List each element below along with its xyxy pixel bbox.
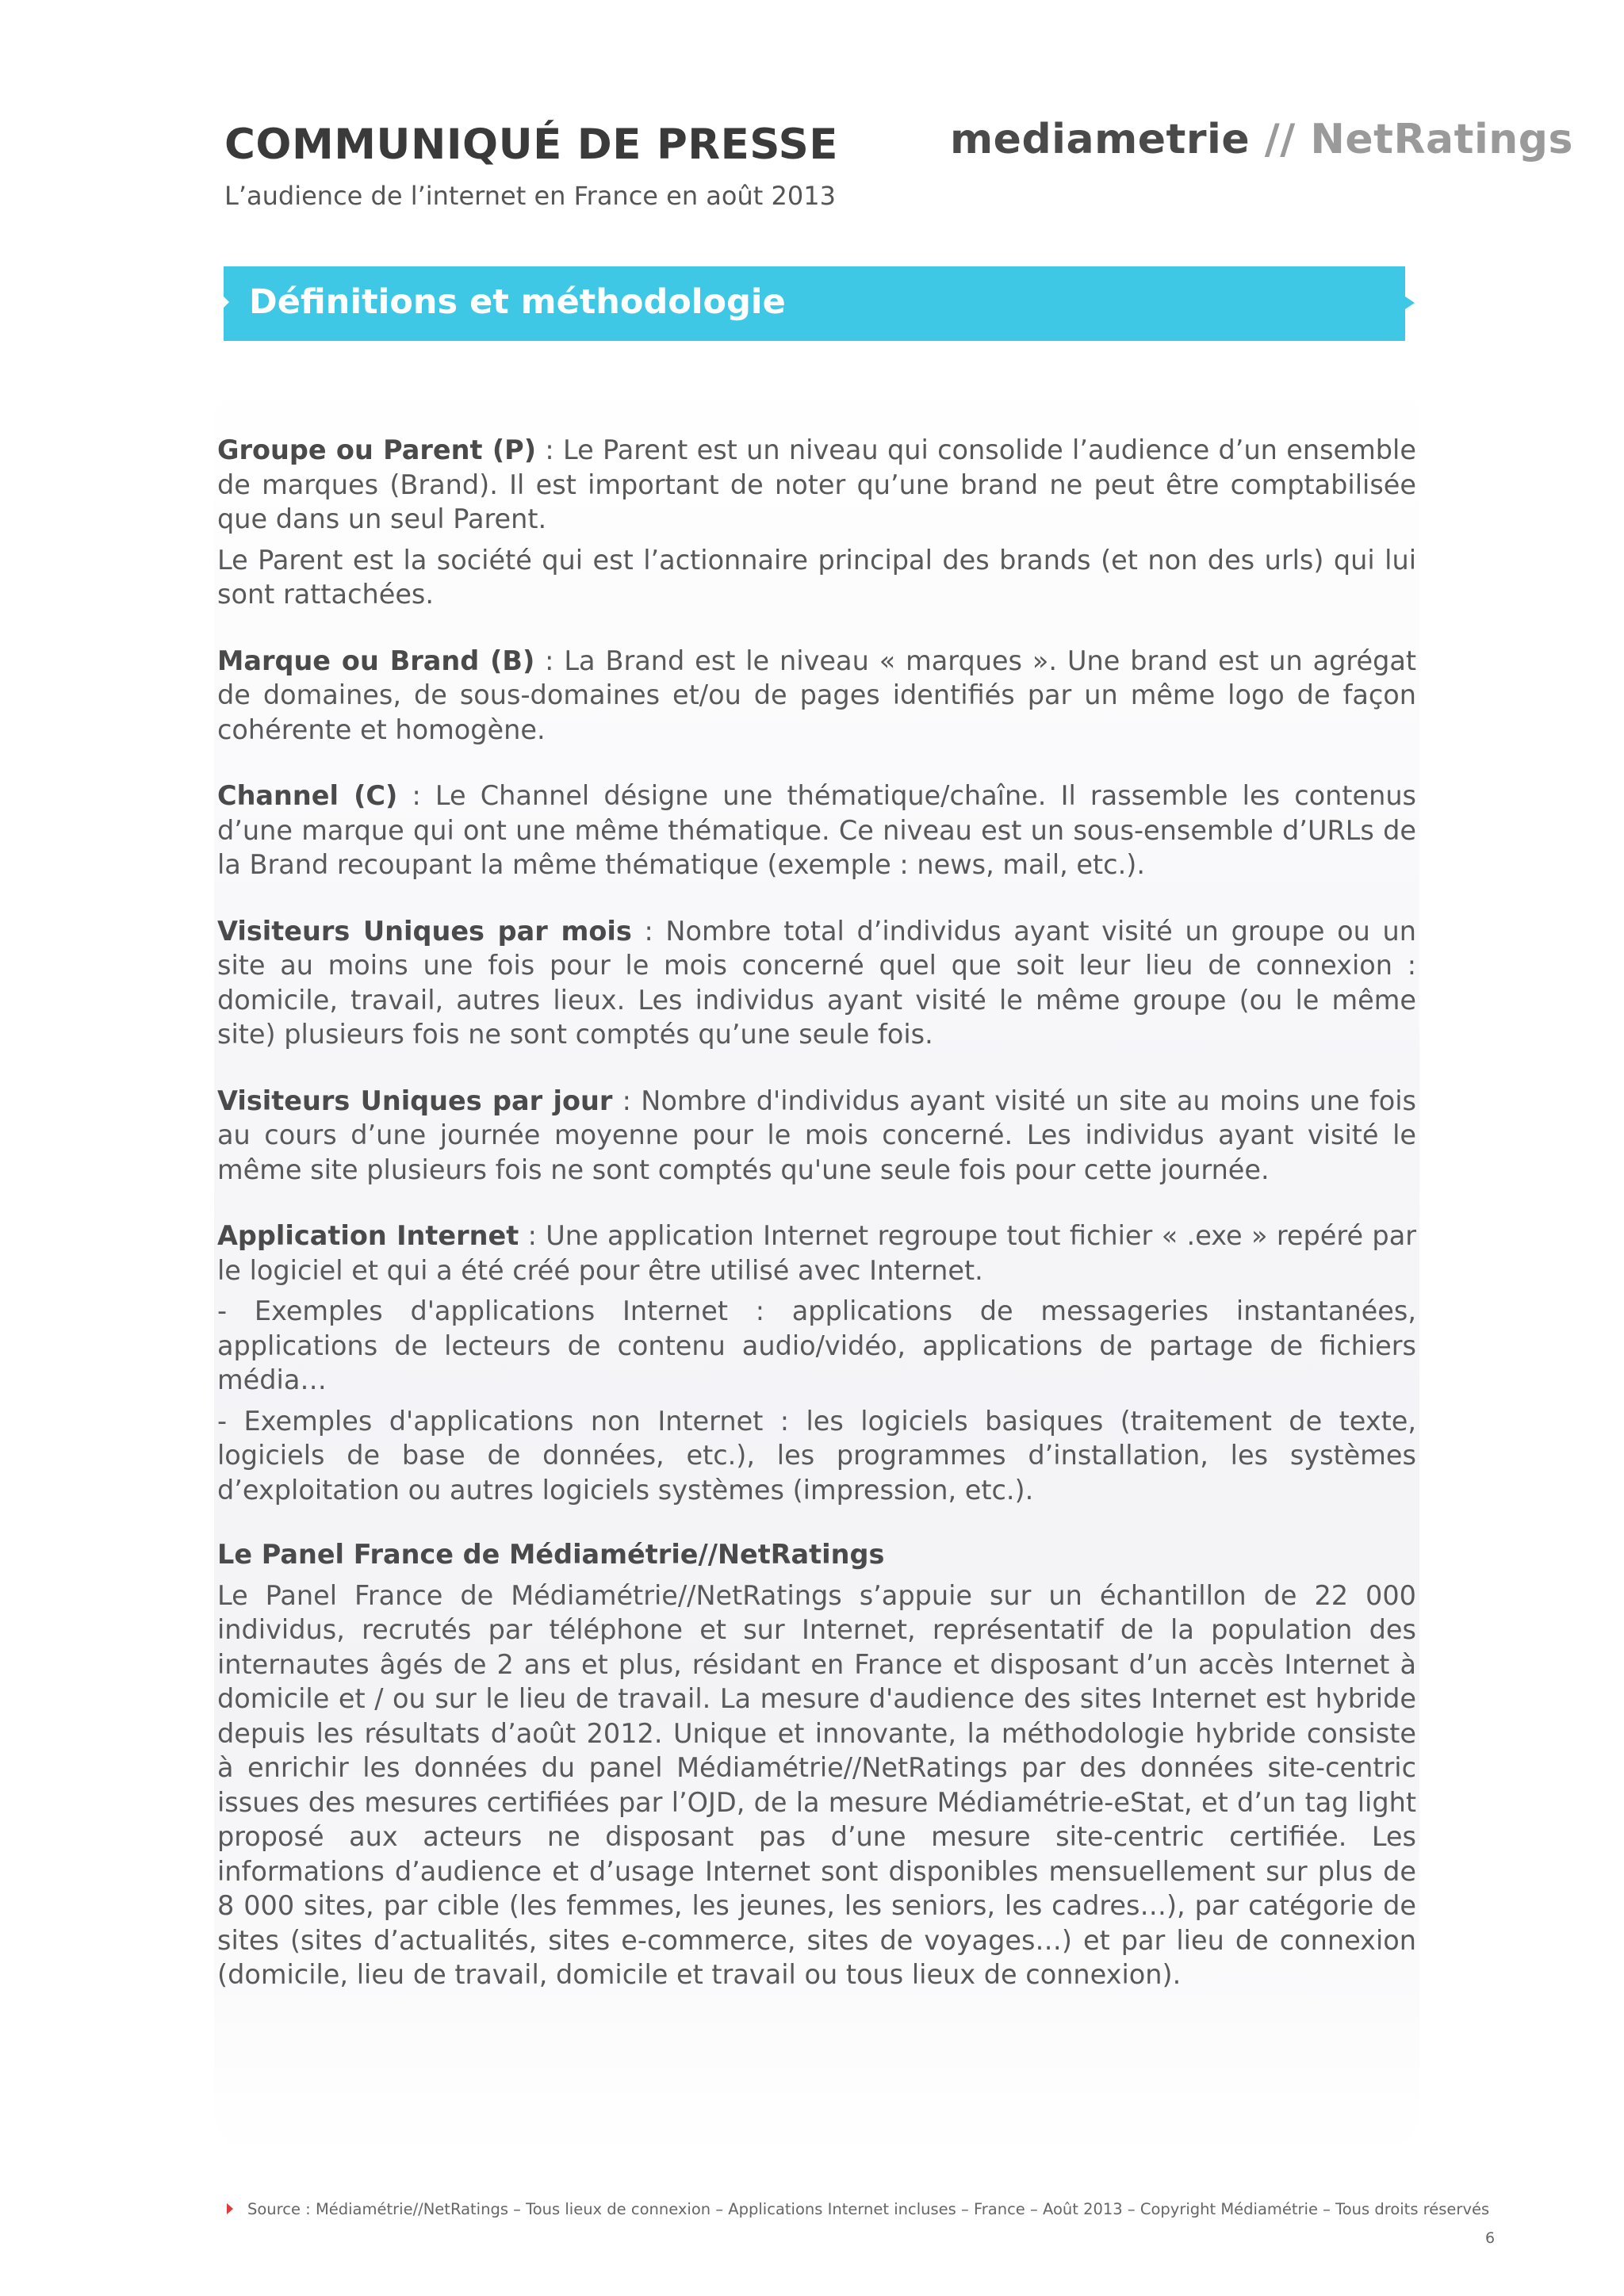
logo-mediametrie: mediametrie: [950, 116, 1251, 163]
definition-vu-jour: [217, 1084, 1416, 1188]
application-example-non-internet: - Exemples d'applications non Internet : les logiciels basiques (traitement de texte, logiciels de base de données, etc.), les programmes d’installation, les systèmes d’exploitation ou autres logiciels systèmes (impression, etc.).: [217, 1405, 1416, 1506]
definition-channel: [217, 779, 1416, 882]
definition-term: Visiteurs Uniques par jour: [217, 1085, 613, 1116]
page-number: 6: [1485, 2229, 1496, 2247]
definition-text: : Le Parent est un niveau qui consolide l’audience d’un ensemble de marques (Brand). Il est important de noter qu’une brand ne peut être comptabilisée que dans un seul Parent.: [217, 434, 1416, 534]
mediametrie-netratings-logo: [950, 116, 1573, 163]
section-title: Définitions et méthodologie: [249, 282, 786, 322]
definitions-content: [217, 433, 1416, 1992]
definition-term: Groupe ou Parent (P): [217, 434, 537, 465]
definition-application: [217, 1219, 1416, 1288]
logo-netratings: // NetRatings: [1250, 116, 1573, 163]
definition-term: Channel (C): [217, 780, 398, 811]
document-subtitle: L’audience de l’internet en France en août 2013: [224, 181, 836, 211]
definition-text: : Nombre d'individus ayant visité un site au moins une fois au cours d’une journée moyenne pour le mois concerné. Les individus ayant visité le même site plusieurs fois ne sont comptés qu'une seule fois pour cette journée.: [217, 1085, 1416, 1185]
footer-arrow-icon: [227, 2203, 233, 2214]
banner-arrow-icon: [224, 297, 229, 308]
definition-groupe: [217, 433, 1416, 537]
panel-description: Le Panel France de Médiamétrie//NetRatings s’appuie sur un échantillon de 22 000 individus, recrutés par téléphone et sur Internet, représentatif de la population des internautes âgés de 2 ans et plus, résidant en France et disposant d’un accès Internet à domicile et / ou sur le lieu de travail. La mesure d'audience des sites Internet est hybride depuis les résultats d’août 2012. Unique et innovante, la méthodologie hybride consiste à enrichir les données du panel Médiamétrie//NetRatings par des données site-centric issues des mesures certifiées par l’OJD, de la mesure Médiamétrie-eStat, et d’un tag light proposé aux acteurs ne disposant pas d’une mesure site-centric certifiée. Les informations d’audience et d’usage Internet sont disponibles mensuellement sur plus de 8 000 sites, par cible (les femmes, les jeunes, les seniors, les cadres…), par catégorie de sites (sites d’actualités, sites e-commerce, sites de voyages…) et par lieu de connexion (domicile, lieu de travail, domicile et travail ou tous lieux de connexion).: [217, 1579, 1416, 1990]
definition-term: Marque ou Brand (B): [217, 645, 535, 676]
document-title: COMMUNIQUÉ DE PRESSE: [224, 121, 838, 169]
definition-text: : Le Channel désigne une thématique/chaîne. Il rassemble les contenus d’une marque qui ont une même thématique. Ce niveau est un sous-ensemble d’URLs de la Brand recoupant la même thématique (exemple : news, mail, etc.).: [217, 780, 1417, 880]
application-example-internet: - Exemples d'applications Internet : applications de messageries instantanées, applications de lecteurs de contenu audio/vidéo, applications de partage de fichiers média…: [217, 1295, 1416, 1395]
definition-groupe-extra: Le Parent est la société qui est l’actionnaire principal des brands (et non des urls) qui lui sont rattachées.: [217, 544, 1416, 610]
definition-term: Visiteurs Uniques par mois: [217, 915, 632, 947]
definition-text: : La Brand est le niveau « marques ». Une brand est un agrégat de domaines, de sous-domaines et/ou de pages identifiés par un même logo de façon cohérente et homogène.: [217, 645, 1417, 745]
definition-term: Application Internet: [217, 1220, 519, 1251]
definition-text: : Nombre total d’individus ayant visité un groupe ou un site au moins une fois pour le mois concerné quel que soit leur lieu de connexion : domicile, travail, autres lieux. Les individus ayant visité le même groupe (ou le même site) plusieurs fois ne sont comptés qu’une seule fois.: [217, 915, 1416, 1050]
banner-arrow-right-icon: [1405, 297, 1415, 309]
footer-source: [227, 2200, 1489, 2218]
definition-marque: [217, 644, 1416, 748]
definition-vu-mois: [217, 914, 1416, 1052]
panel-heading: Le Panel France de Médiamétrie//NetRatings: [217, 1539, 885, 1570]
definition-text: : Une application Internet regroupe tout fichier « .exe » repéré par le logiciel et qui a été créé pour être utilisé avec Internet.: [217, 1220, 1416, 1286]
section-banner: [224, 266, 1405, 341]
footer-source-text: Source : Médiamétrie//NetRatings – Tous lieux de connexion – Applications Internet incluses – France – Août 2013 – Copyright Médiamétrie – Tous droits réservés: [247, 2200, 1490, 2218]
